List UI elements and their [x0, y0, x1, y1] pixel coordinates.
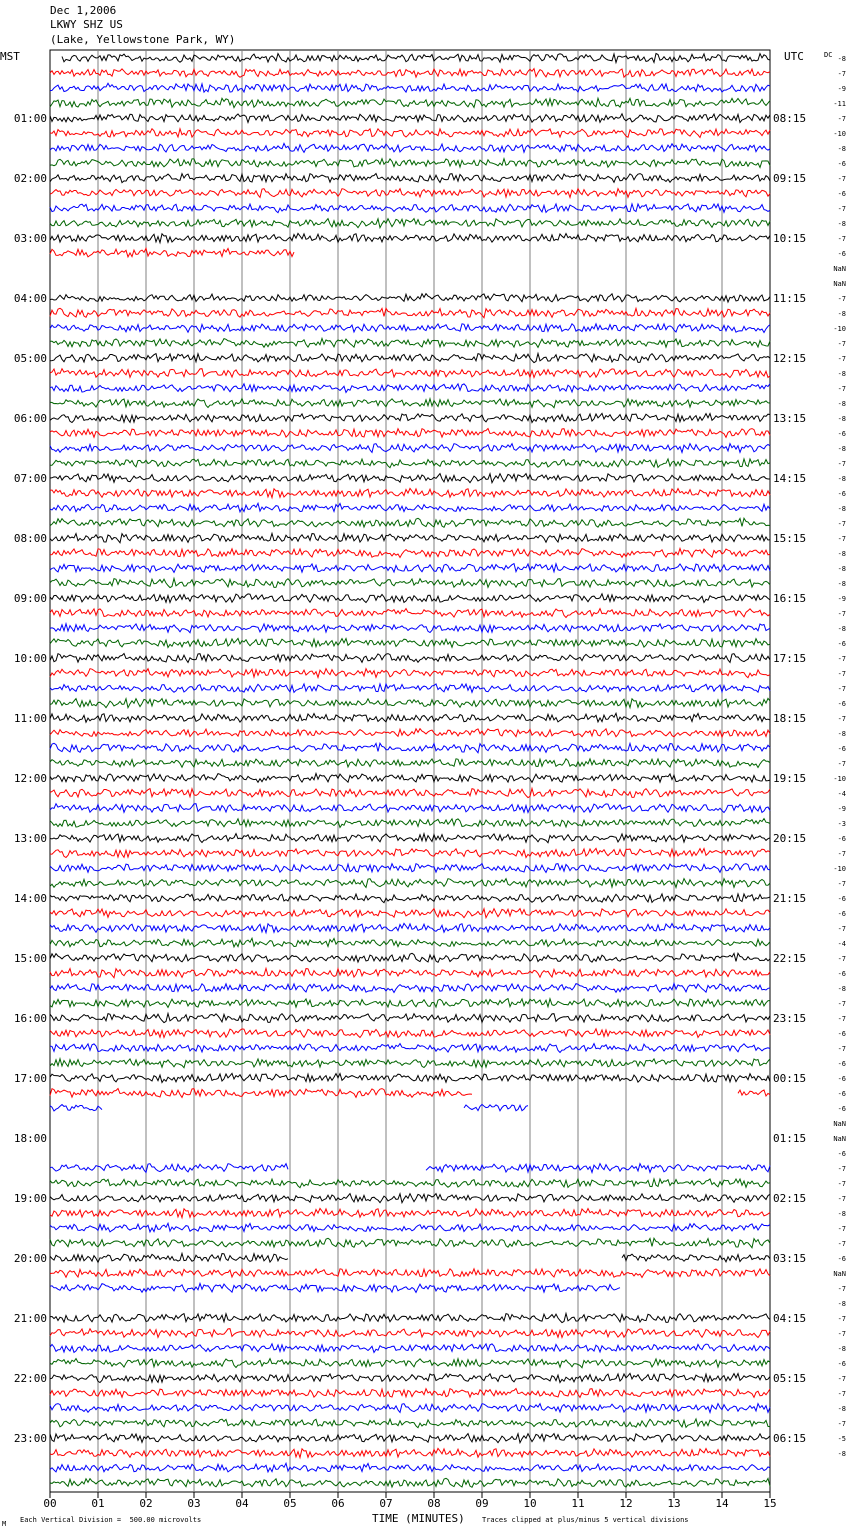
trace-dc-value: -6	[837, 910, 846, 918]
right-timezone: UTC	[784, 50, 804, 63]
seismic-trace	[50, 354, 770, 363]
trace-dc-value: -8	[837, 985, 846, 993]
x-tick-label: 06	[331, 1497, 345, 1510]
utc-hour-label: 23:15	[773, 1012, 807, 1025]
trace-dc-value: -7	[837, 685, 846, 693]
seismic-trace	[50, 1104, 528, 1111]
seismic-trace	[50, 1179, 770, 1188]
x-tick-label: 14	[715, 1497, 729, 1510]
mst-hour-label: 01:00	[13, 112, 47, 125]
seismic-trace	[50, 429, 770, 438]
utc-hour-label: 15:15	[773, 532, 807, 545]
trace-dc-value: -7	[837, 955, 846, 963]
trace-dc-value: -7	[837, 1195, 846, 1203]
trace-dc-value: -6	[837, 1030, 846, 1038]
seismic-trace	[50, 864, 770, 873]
x-tick-label: 02	[139, 1497, 153, 1510]
mst-hour-label: 17:00	[13, 1072, 47, 1085]
seismic-trace	[50, 1238, 770, 1247]
seismic-trace	[50, 1463, 770, 1472]
utc-hour-label: 11:15	[773, 292, 807, 305]
trace-dc-value: -3	[837, 820, 846, 828]
trace-dc-value: -7	[837, 205, 846, 213]
seismic-trace	[50, 294, 770, 303]
trace-dc-value: -6	[837, 700, 846, 708]
seismic-trace	[50, 1478, 770, 1487]
trace-dc-value: -7	[837, 295, 846, 303]
seismic-trace	[62, 54, 770, 63]
seismic-trace	[50, 1194, 770, 1203]
seismic-trace	[50, 984, 770, 993]
trace-dc-value: -7	[837, 1390, 846, 1398]
trace-dc-value: -4	[837, 790, 846, 798]
trace-dc-value: -7	[837, 1375, 846, 1383]
seismic-trace	[50, 69, 770, 78]
utc-hour-label: 14:15	[773, 472, 807, 485]
seismic-trace	[50, 1208, 770, 1217]
utc-hour-label: 02:15	[773, 1192, 807, 1205]
trace-dc-value: -8	[837, 310, 846, 318]
seismic-trace	[50, 533, 770, 542]
trace-dc-value: -7	[837, 535, 846, 543]
seismic-trace	[50, 1269, 770, 1278]
seismic-trace	[50, 1253, 770, 1262]
dc-label: DC	[824, 51, 833, 59]
utc-hour-label: 13:15	[773, 412, 807, 425]
seismic-trace	[50, 83, 770, 92]
seismic-trace	[50, 698, 770, 707]
x-axis-title: TIME (MINUTES)	[372, 1512, 465, 1525]
trace-dc-value: -7	[837, 655, 846, 663]
trace-dc-value: -7	[837, 715, 846, 723]
utc-hour-label: 18:15	[773, 712, 807, 725]
utc-hour-label: 10:15	[773, 232, 807, 245]
seismic-trace	[50, 1404, 770, 1413]
trace-dc-value: -7	[837, 1330, 846, 1338]
trace-dc-value: -7	[837, 460, 846, 468]
seismic-trace	[50, 369, 770, 378]
seismic-trace	[50, 1014, 770, 1023]
trace-dc-value: -8	[837, 580, 846, 588]
trace-dc-value: -8	[837, 565, 846, 573]
x-tick-label: 09	[475, 1497, 489, 1510]
trace-dc-value: -8	[837, 445, 846, 453]
trace-dc-value: -7	[837, 1225, 846, 1233]
trace-dc-value: -7	[837, 235, 846, 243]
seismic-trace	[50, 938, 770, 947]
seismic-trace	[50, 98, 770, 107]
seismic-trace	[50, 219, 770, 228]
x-tick-label: 10	[523, 1497, 537, 1510]
seismic-trace	[50, 953, 770, 962]
trace-dc-value: -8	[837, 370, 846, 378]
seismic-trace	[50, 1029, 770, 1038]
trace-dc-value: NaN	[833, 1270, 846, 1278]
trace-dc-value: -8	[837, 1345, 846, 1353]
vertical-division-note: Each Vertical Division = 500.00 microvolts	[20, 1516, 202, 1524]
seismic-trace	[50, 579, 770, 588]
trace-dc-value: -7	[837, 1285, 846, 1293]
seismic-trace	[50, 143, 770, 152]
seismic-trace	[50, 189, 770, 198]
x-tick-label: 00	[43, 1497, 57, 1510]
mst-hour-label: 05:00	[13, 352, 47, 365]
utc-hour-label: 09:15	[773, 172, 807, 185]
utc-hour-label: 21:15	[773, 892, 807, 905]
trace-dc-value: -6	[837, 160, 846, 168]
seismic-trace	[50, 308, 770, 317]
seismic-trace	[50, 564, 770, 573]
seismic-trace	[50, 789, 770, 798]
trace-dc-value: -7	[837, 670, 846, 678]
footer-mark: M	[2, 1520, 7, 1528]
x-tick-label: 08	[427, 1497, 441, 1510]
seismic-trace	[50, 1434, 770, 1443]
utc-hour-label: 00:15	[773, 1072, 807, 1085]
seismic-trace	[50, 1059, 770, 1068]
trace-dc-value: -8	[837, 1405, 846, 1413]
x-tick-label: 15	[763, 1497, 777, 1510]
seismic-trace	[50, 384, 770, 393]
trace-dc-value: -7	[837, 925, 846, 933]
trace-dc-value: NaN	[833, 280, 846, 288]
trace-dc-value: NaN	[833, 265, 846, 273]
seismic-trace	[50, 459, 770, 468]
mst-hour-label: 14:00	[13, 892, 47, 905]
utc-hour-label: 03:15	[773, 1252, 807, 1265]
seismic-trace	[50, 968, 770, 977]
seismic-trace	[50, 999, 770, 1008]
x-tick-label: 13	[667, 1497, 681, 1510]
seismic-trace	[50, 474, 770, 483]
trace-dc-value: -6	[837, 1255, 846, 1263]
station-location: (Lake, Yellowstone Park, WY)	[50, 33, 236, 46]
utc-hour-label: 16:15	[773, 592, 807, 605]
trace-dc-value: NaN	[833, 1120, 846, 1128]
seismic-trace	[50, 488, 770, 497]
seismic-trace	[50, 129, 770, 138]
trace-dc-value: -10	[833, 325, 846, 333]
seismic-trace	[50, 1359, 770, 1368]
station-code: LKWY SHZ US	[50, 18, 123, 31]
mst-hour-label: 08:00	[13, 532, 47, 545]
mst-hour-label: 02:00	[13, 172, 47, 185]
trace-dc-value: NaN	[833, 1135, 846, 1143]
trace-dc-value: -11	[833, 100, 846, 108]
mst-hour-label: 10:00	[13, 652, 47, 665]
trace-dc-value: -6	[837, 190, 846, 198]
seismic-trace	[50, 743, 770, 752]
trace-dc-value: -6	[837, 1090, 846, 1098]
trace-dc-value: -5	[837, 1435, 846, 1443]
seismic-trace	[50, 879, 770, 888]
utc-hour-label: 01:15	[773, 1132, 807, 1145]
trace-dc-value: -7	[837, 520, 846, 528]
utc-hour-label: 06:15	[773, 1432, 807, 1445]
seismic-trace	[50, 594, 770, 603]
trace-dc-value: -8	[837, 625, 846, 633]
trace-dc-value: -7	[837, 1315, 846, 1323]
trace-dc-value: -6	[837, 835, 846, 843]
mst-hour-label: 12:00	[13, 772, 47, 785]
seismic-trace	[50, 774, 770, 783]
trace-dc-value: -9	[837, 805, 846, 813]
trace-dc-value: -7	[837, 115, 846, 123]
seismic-trace	[50, 684, 770, 693]
trace-dc-value: -7	[837, 70, 846, 78]
chart-date: Dec 1,2006	[50, 4, 117, 17]
trace-dc-value: -4	[837, 940, 846, 948]
seismic-trace	[50, 339, 770, 348]
trace-dc-value: -7	[837, 1000, 846, 1008]
trace-dc-value: -8	[837, 55, 846, 63]
seismic-trace	[50, 1419, 770, 1428]
trace-dc-value: -8	[837, 505, 846, 513]
utc-hour-label: 22:15	[773, 952, 807, 965]
x-tick-label: 12	[619, 1497, 633, 1510]
seismic-trace	[50, 233, 770, 242]
seismic-trace	[50, 399, 770, 408]
trace-dc-value: -7	[837, 880, 846, 888]
mst-hour-label: 15:00	[13, 952, 47, 965]
seismic-trace	[50, 1329, 770, 1338]
seismic-trace	[50, 1314, 770, 1323]
seismic-trace	[50, 894, 770, 903]
seismic-trace	[50, 804, 770, 813]
utc-hour-label: 08:15	[773, 112, 807, 125]
seismic-trace	[50, 848, 770, 857]
mst-hour-label: 13:00	[13, 832, 47, 845]
seismic-trace	[50, 1044, 770, 1053]
trace-dc-value: -7	[837, 610, 846, 618]
trace-dc-value: -8	[837, 1210, 846, 1218]
trace-dc-value: -7	[837, 355, 846, 363]
trace-dc-value: -7	[837, 1240, 846, 1248]
trace-dc-value: -6	[837, 970, 846, 978]
seismic-trace	[50, 834, 770, 843]
mst-hour-label: 20:00	[13, 1252, 47, 1265]
seismic-trace	[50, 909, 770, 918]
seismic-trace	[50, 159, 770, 168]
utc-hour-label: 17:15	[773, 652, 807, 665]
trace-dc-value: -8	[837, 730, 846, 738]
seismic-trace	[50, 759, 770, 768]
seismic-trace	[50, 114, 770, 123]
mst-hour-label: 23:00	[13, 1432, 47, 1445]
trace-dc-value: -8	[837, 145, 846, 153]
trace-dc-value: -8	[837, 220, 846, 228]
seismic-trace	[50, 669, 770, 678]
mst-hour-label: 11:00	[13, 712, 47, 725]
utc-hour-label: 19:15	[773, 772, 807, 785]
seismic-trace	[50, 549, 770, 558]
seismic-trace	[50, 1344, 770, 1353]
seismic-trace	[50, 819, 770, 828]
mst-hour-label: 07:00	[13, 472, 47, 485]
trace-dc-value: -6	[837, 1060, 846, 1068]
left-timezone: MST	[0, 50, 20, 63]
seismic-trace	[50, 1373, 770, 1382]
mst-hour-label: 18:00	[13, 1132, 47, 1145]
trace-dc-value: -7	[837, 1045, 846, 1053]
seismic-trace	[50, 713, 770, 722]
trace-dc-value: -7	[837, 340, 846, 348]
mst-hour-label: 03:00	[13, 232, 47, 245]
trace-dc-value: -10	[833, 865, 846, 873]
trace-dc-value: -8	[837, 1300, 846, 1308]
seismic-trace	[50, 624, 770, 633]
seismic-trace	[50, 609, 770, 618]
trace-dc-value: -6	[837, 430, 846, 438]
mst-hour-label: 09:00	[13, 592, 47, 605]
trace-dc-value: -8	[837, 1450, 846, 1458]
seismic-trace	[50, 1284, 620, 1293]
seismic-trace	[50, 204, 770, 213]
utc-hour-label: 20:15	[773, 832, 807, 845]
x-tick-label: 11	[571, 1497, 585, 1510]
seismic-trace	[50, 1164, 770, 1173]
mst-hour-label: 06:00	[13, 412, 47, 425]
trace-dc-value: -6	[837, 1075, 846, 1083]
trace-dc-value: -10	[833, 775, 846, 783]
trace-dc-value: -8	[837, 475, 846, 483]
seismic-trace	[50, 444, 770, 453]
seismic-trace	[50, 174, 770, 183]
trace-dc-value: -6	[837, 745, 846, 753]
x-tick-label: 07	[379, 1497, 393, 1510]
x-tick-label: 01	[91, 1497, 105, 1510]
seismic-trace	[50, 1223, 770, 1232]
seismic-trace	[50, 638, 770, 647]
trace-dc-value: -6	[837, 1150, 846, 1158]
mst-hour-label: 04:00	[13, 292, 47, 305]
trace-dc-value: -7	[837, 1015, 846, 1023]
mst-hour-label: 21:00	[13, 1312, 47, 1325]
seismic-trace	[50, 324, 770, 333]
trace-dc-value: -6	[837, 1105, 846, 1113]
trace-dc-value: -8	[837, 415, 846, 423]
seismic-trace	[50, 518, 770, 527]
trace-dc-value: -10	[833, 130, 846, 138]
mst-hour-label: 16:00	[13, 1012, 47, 1025]
trace-dc-value: -6	[837, 640, 846, 648]
trace-dc-value: -7	[837, 385, 846, 393]
trace-dc-value: -6	[837, 490, 846, 498]
seismic-trace	[50, 1073, 770, 1082]
trace-dc-value: -6	[837, 250, 846, 258]
mst-hour-label: 22:00	[13, 1372, 47, 1385]
trace-dc-value: -9	[837, 595, 846, 603]
seismic-trace	[50, 729, 770, 738]
x-tick-label: 05	[283, 1497, 297, 1510]
trace-dc-value: -7	[837, 760, 846, 768]
seismic-trace	[50, 503, 770, 512]
seismic-trace	[50, 413, 770, 422]
trace-dc-value: -7	[837, 850, 846, 858]
utc-hour-label: 12:15	[773, 352, 807, 365]
seismic-trace	[50, 923, 770, 932]
trace-dc-value: -7	[837, 1180, 846, 1188]
trace-dc-value: -7	[837, 175, 846, 183]
trace-dc-value: -9	[837, 85, 846, 93]
x-tick-label: 04	[235, 1497, 249, 1510]
utc-hour-label: 05:15	[773, 1372, 807, 1385]
trace-dc-value: -8	[837, 550, 846, 558]
seismic-trace	[50, 654, 770, 663]
seismic-trace	[50, 1389, 770, 1398]
seismic-trace	[50, 248, 294, 257]
seismic-trace	[50, 1448, 770, 1457]
mst-hour-label: 19:00	[13, 1192, 47, 1205]
utc-hour-label: 04:15	[773, 1312, 807, 1325]
trace-dc-value: -6	[837, 1360, 846, 1368]
trace-dc-value: -7	[837, 1420, 846, 1428]
clipping-note: Traces clipped at plus/minus 5 vertical divisions	[482, 1516, 689, 1524]
trace-dc-value: -7	[837, 1165, 846, 1173]
trace-dc-value: -8	[837, 400, 846, 408]
trace-dc-value: -6	[837, 895, 846, 903]
seismic-trace	[50, 1089, 770, 1098]
x-tick-label: 03	[187, 1497, 201, 1510]
